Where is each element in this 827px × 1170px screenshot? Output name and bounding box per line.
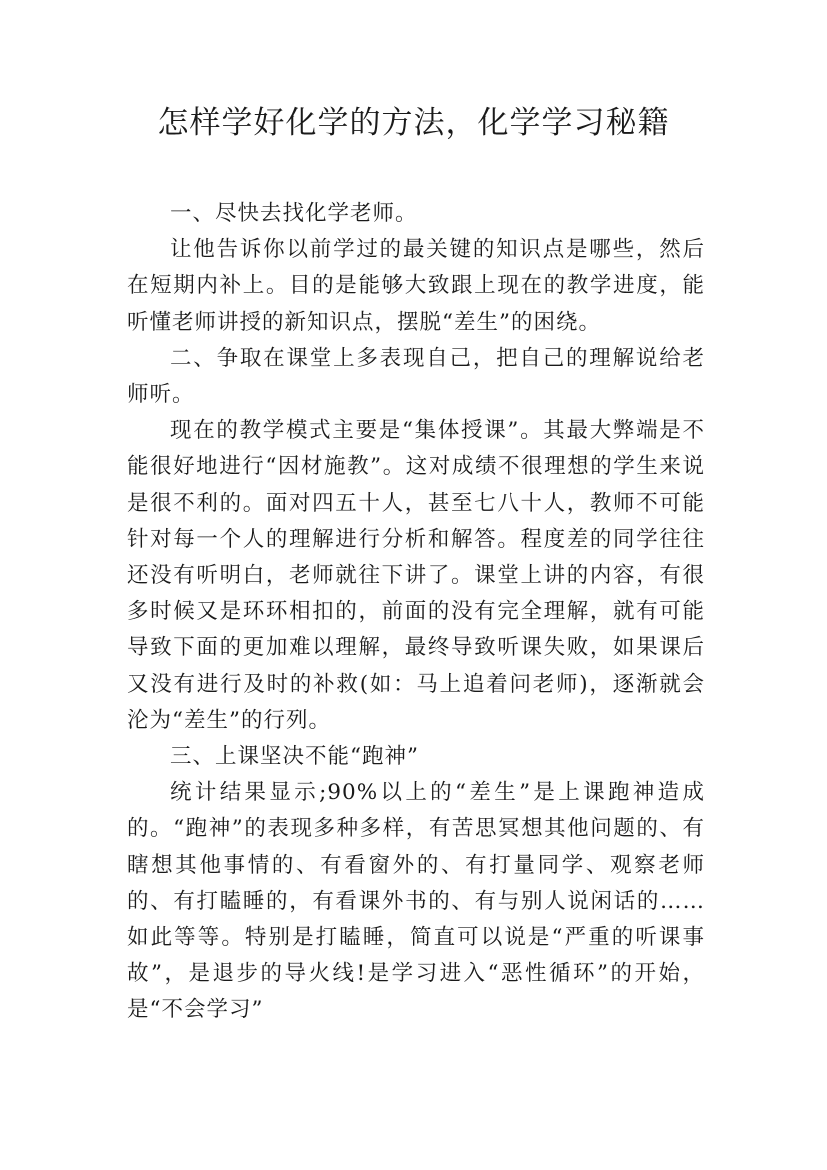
- document-body: [127, 196, 705, 1029]
- paragraph: 统计结果显示;90%以上的“差生”是上课跑神造成的。“跑神”的表现多种多样，有苦思冥想其他问题的、有瞎想其他事情的、有看窗外的、有打量同学、观察老师的、有打瞌睡的，有看课外书的、有与别人说闲话的……如此等等。特别是打瞌睡，简直可以说是“严重的听课事故”，是退步的导火线!是学习进入“恶性循环”的开始，是“不会学习”: [127, 780, 705, 1023]
- paragraph: 让他告诉你以前学过的最关键的知识点是哪些，然后在短期内补上。目的是能够大致跟上现在的教学进度，能听懂老师讲授的新知识点，摆脱“差生”的困绕。: [127, 237, 705, 335]
- section-heading-2: 二、争取在课堂上多表现自己，把自己的理解说给老师听。: [127, 345, 705, 408]
- document-title: 怎样学好化学的方法，化学学习秘籍: [157, 105, 670, 141]
- section-heading-3: 三、上课坚决不能“跑神”: [170, 744, 419, 770]
- section-heading-1: 一、尽快去找化学老师。: [170, 201, 418, 226]
- paragraph: 现在的教学模式主要是“集体授课”。其最大弊端是不能很好地进行“因材施教”。这对成绩不很理想的学生来说是很不利的。面对四五十人，甚至七八十人，教师不可能针对每一个人的理解进行分析和解答。程度差的同学往往还没有听明白，老师就往下讲了。课堂上讲的内容，有很多时候又是环环相扣的，前面的没有完全理解，就有可能导致下面的更加难以理解，最终导致听课失败，如果课后又没有进行及时的补救(如：马上追着问老师)，逐渐就会沦为“差生”的行列。: [127, 418, 705, 733]
